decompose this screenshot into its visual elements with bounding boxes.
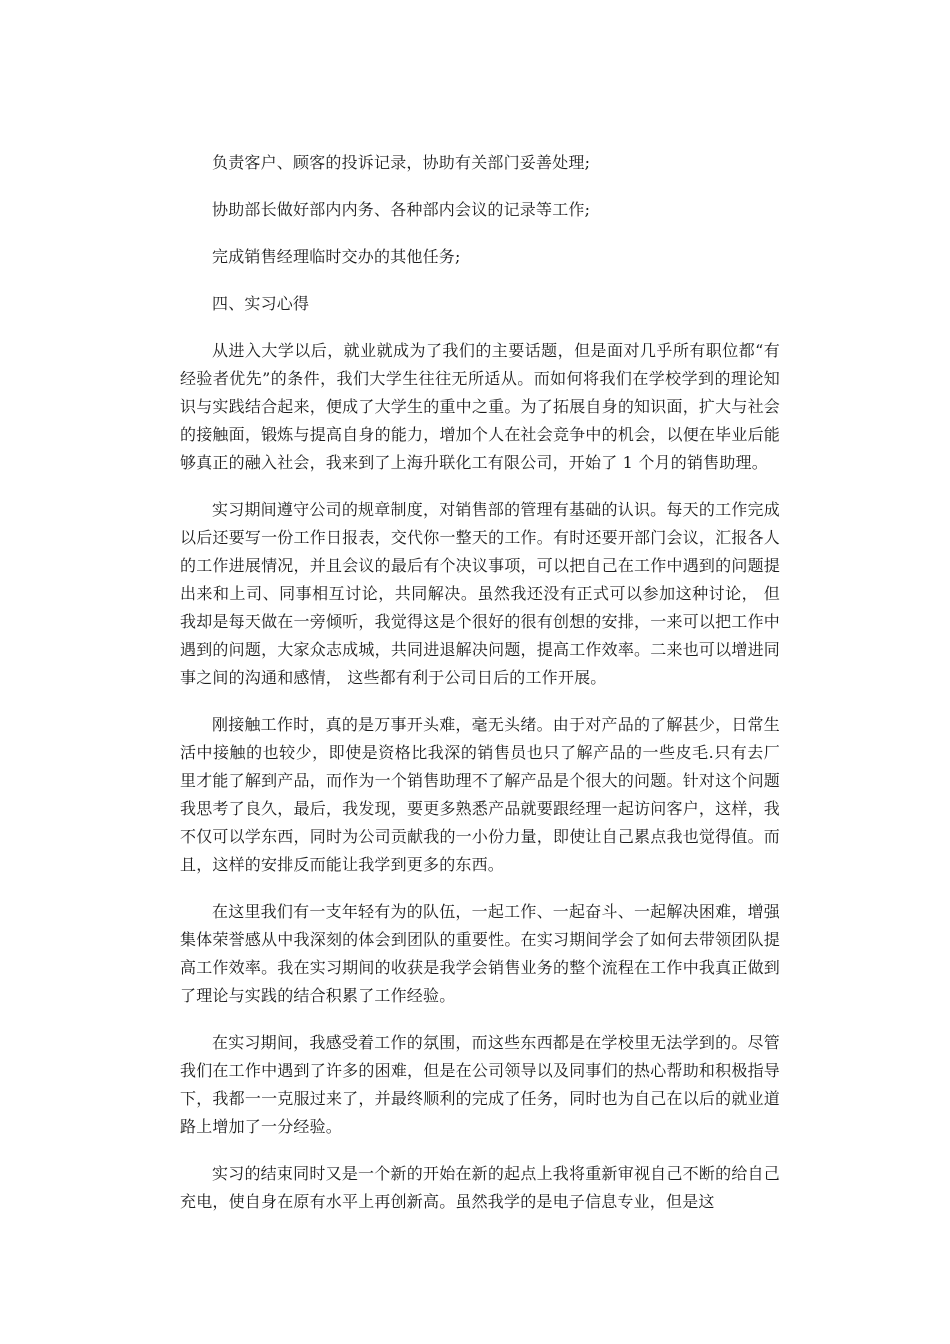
- paragraph-intro: 从进入大学以后，就业就成为了我们的主要话题，但是面对几乎所有职位都“有经验者优先”的条件，我们大学生往往无所适从。而如何将我们在学校学到的理论知识与实践结合起来，便成了大学生的重中之重。为了拓展自身的知识面，扩大与社会的接触面，锻炼与提高自身的能力，增加个人在社会竞争中的机会，以便在毕业后能够真正的融入社会，我来到了上海升联化工有限公司，开始了 1 个月的销售助理。: [180, 341, 780, 472]
- paragraph-first-contact: 刚接触工作时，真的是万事开头难，毫无头绪。由于对产品的了解甚少，日常生活中接触的也较少，即使是资格比我深的销售员也只了解产品的一些皮毛.只有去厂里才能了解到产品，而作为一个销售助理不了解产品是个很大的问题。针对这个问题我思考了良久，最后，我发现，要更多熟悉产品就要跟经理一起访问客户，这样，我不仅可以学东西，同时为公司贡献我的一小份力量，即使让自己累点我也觉得值。而且，这样的安排反而能让我学到更多的东西。: [180, 715, 780, 874]
- duty-item-other-tasks: 完成销售经理临时交办的其他任务;: [212, 247, 461, 266]
- duty-item-complaints: 负责客户、顾客的投诉记录，协助有关部门妥善处理;: [212, 153, 591, 172]
- document-body: [180, 149, 780, 1235]
- paragraph-company-rules: 实习期间遵守公司的规章制度，对销售部的管理有基础的认识。每天的工作完成以后还要写一份工作日报表，交代你一整天的工作。有时还要开部门会议，汇报各人的工作进展情况，并且会议的最后有个决议事项，可以把自己在工作中遇到的问题提出来和上司、同事相互讨论，共同解决。虽然我还没有正式可以参加这种讨论， 但我却是每天做在一旁倾听，我觉得这是个很好的很有创想的安排，一来可以把工作中遇到的问题，大家众志成城，共同进退解决问题，提高工作效率。二来也可以增进同事之间的沟通和感情， 这些都有利于公司日后的工作开展。: [180, 500, 780, 687]
- paragraph-team: 在这里我们有一支年轻有为的队伍，一起工作、一起奋斗、一起解决困难，增强集体荣誉感从中我深刻的体会到团队的重要性。在实习期间学会了如何去带领团队提高工作效率。我在实习期间的收获是我学会销售业务的整个流程在工作中我真正做到了理论与实践的结合积累了工作经验。: [180, 902, 780, 1005]
- paragraph-atmosphere: 在实习期间，我感受着工作的氛围，而这些东西都是在学校里无法学到的。尽管我们在工作中遇到了许多的困难，但是在公司领导以及同事们的热心帮助和积极指导下，我都一一克服过来了，并最终顺利的完成了任务，同时也为自己在以后的就业道路上增加了一分经验。: [180, 1033, 780, 1136]
- duty-item-internal-affairs: 协助部长做好部内内务、各种部内会议的记录等工作;: [212, 200, 591, 219]
- section-heading-internship-insights: 四、实习心得: [212, 294, 310, 313]
- paragraph-conclusion: 实习的结束同时又是一个新的开始在新的起点上我将重新审视自己不断的给自己充电，使自身在原有水平上再创新高。虽然我学的是电子信息专业，但是这: [180, 1164, 780, 1211]
